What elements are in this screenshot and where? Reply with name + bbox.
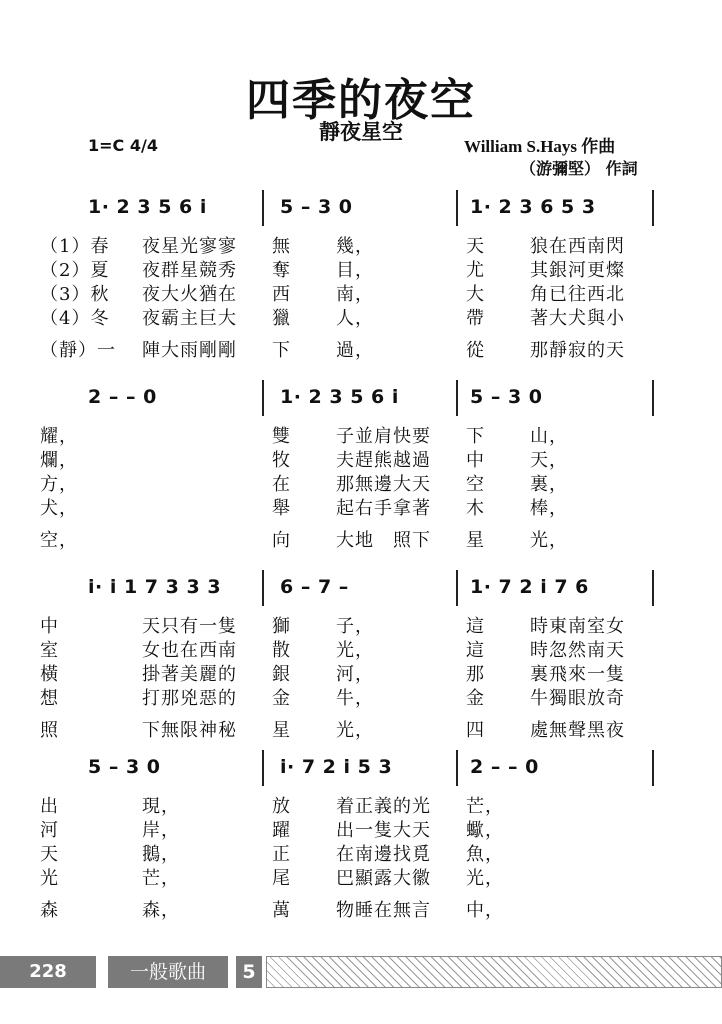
lyric-text: 尾 bbox=[272, 868, 291, 889]
lyric-text: 牛， bbox=[336, 688, 374, 709]
lyric-text: 蠍， bbox=[466, 820, 504, 841]
lyric-text: 耀， bbox=[40, 426, 78, 447]
lyric-text: 天 bbox=[40, 844, 59, 865]
lyric-text: 裏， bbox=[530, 474, 568, 495]
lyric-text: 芒， bbox=[142, 868, 180, 889]
lyric-text: 木 bbox=[466, 498, 485, 519]
lyric-text: 掛著美麗的 bbox=[142, 664, 237, 685]
lyric-text: 河， bbox=[336, 664, 374, 685]
lyric-text: 子， bbox=[336, 616, 374, 637]
lyric-text: 出一隻大天 bbox=[336, 820, 431, 841]
lyric-text: 狼在西南閃 bbox=[530, 236, 625, 257]
lyric-text: 現， bbox=[142, 796, 180, 817]
lyric-text: （1）春 bbox=[40, 236, 110, 257]
lyric-text: 芒， bbox=[466, 796, 504, 817]
barline bbox=[456, 750, 458, 786]
lyric-text: 子並肩快要 bbox=[336, 426, 431, 447]
lyric-text: 裏飛來一隻 bbox=[530, 664, 625, 685]
composer-credit: William S.Hays 作曲 bbox=[464, 137, 616, 156]
lyric-text: 夜大火猶在 bbox=[142, 284, 237, 305]
lyric-text: 光， bbox=[466, 868, 504, 889]
lyric-text: 那 bbox=[466, 664, 485, 685]
barline bbox=[652, 190, 654, 226]
lyric-text: 陣大雨剛剛 bbox=[142, 340, 237, 361]
lyric-text: 中 bbox=[466, 450, 485, 471]
lyric-text: 時忽然南天 bbox=[530, 640, 625, 661]
barline bbox=[456, 380, 458, 416]
lyric-text: 處無聲黑夜 bbox=[530, 720, 625, 741]
lyric-text: （4）冬 bbox=[40, 308, 110, 329]
lyric-text: （2）夏 bbox=[40, 260, 110, 281]
lyric-text: 正 bbox=[272, 844, 291, 865]
lyric-text: 照 bbox=[40, 720, 59, 741]
lyric-text: 鵝， bbox=[142, 844, 180, 865]
measure-notes: 2 – – 0 bbox=[88, 386, 157, 408]
lyric-text: 室 bbox=[40, 640, 59, 661]
barline bbox=[262, 570, 264, 606]
lyric-text: 南， bbox=[336, 284, 374, 305]
lyric-text: 西 bbox=[272, 284, 291, 305]
lyric-text: 大 bbox=[466, 284, 485, 305]
measure-notes: 1· 2 3 5 6 i bbox=[88, 196, 207, 218]
lyric-text: 向 bbox=[272, 530, 291, 551]
lyric-text: 在 bbox=[272, 474, 291, 495]
measure-notes: 6 – 7 – bbox=[280, 576, 349, 598]
lyric-text: 光， bbox=[336, 640, 374, 661]
lyric-text: 夜霸主巨大 bbox=[142, 308, 237, 329]
lyric-text: 光， bbox=[530, 530, 568, 551]
lyric-text: 下 bbox=[272, 340, 291, 361]
lyric-text: 星 bbox=[466, 530, 485, 551]
lyric-text: 金 bbox=[466, 688, 485, 709]
lyric-text: 獅 bbox=[272, 616, 291, 637]
lyric-text: 獵 bbox=[272, 308, 291, 329]
lyric-text: 河 bbox=[40, 820, 59, 841]
lyric-text: 光， bbox=[336, 720, 374, 741]
lyric-text: 目， bbox=[336, 260, 374, 281]
measure-notes: i· i 1 7 3 3 3 bbox=[88, 576, 222, 598]
lyric-text: 銀 bbox=[272, 664, 291, 685]
lyric-text: 放 bbox=[272, 796, 291, 817]
lyric-text: 這 bbox=[466, 616, 485, 637]
lyric-text: 躍 bbox=[272, 820, 291, 841]
barline bbox=[262, 380, 264, 416]
lyric-text: 出 bbox=[40, 796, 59, 817]
barline bbox=[456, 190, 458, 226]
lyric-text: 人， bbox=[336, 308, 374, 329]
lyric-text: 這 bbox=[466, 640, 485, 661]
lyric-text: 幾， bbox=[336, 236, 374, 257]
lyric-text: 大地 照下 bbox=[336, 530, 431, 551]
lyric-text: 森 bbox=[40, 900, 59, 921]
lyric-text: 那靜寂的天 bbox=[530, 340, 625, 361]
lyric-text: 從 bbox=[466, 340, 485, 361]
lyric-text: 帶 bbox=[466, 308, 485, 329]
lyric-text: 森， bbox=[142, 900, 180, 921]
barline bbox=[262, 190, 264, 226]
measure-notes: 2 – – 0 bbox=[470, 756, 539, 778]
lyric-text: 犬， bbox=[40, 498, 78, 519]
lyric-text: 天， bbox=[530, 450, 568, 471]
lyric-text: 天只有一隻 bbox=[142, 616, 237, 637]
lyric-text: 橫 bbox=[40, 664, 59, 685]
lyric-text: 金 bbox=[272, 688, 291, 709]
lyric-text: 打那兇惡的 bbox=[142, 688, 237, 709]
lyric-text: （3）秋 bbox=[40, 284, 110, 305]
lyric-text: 山， bbox=[530, 426, 568, 447]
lyric-text: 起右手拿著 bbox=[336, 498, 431, 519]
lyric-text: 夜群星競秀 bbox=[142, 260, 237, 281]
lyric-text: 女也在西南 bbox=[142, 640, 237, 661]
lyric-text: 爛， bbox=[40, 450, 78, 471]
lyric-text: 空， bbox=[40, 530, 78, 551]
measure-notes: 5 – 3 0 bbox=[470, 386, 543, 408]
lyric-text: 散 bbox=[272, 640, 291, 661]
song-title: 四季的夜空 bbox=[246, 75, 476, 126]
lyric-text: 魚， bbox=[466, 844, 504, 865]
lyric-text: 岸， bbox=[142, 820, 180, 841]
measure-notes: 1· 2 3 6 5 3 bbox=[470, 196, 596, 218]
lyric-text: 空 bbox=[466, 474, 485, 495]
lyricist-credit: （游彌堅） 作詞 bbox=[520, 159, 638, 178]
page-number: 228 bbox=[0, 956, 96, 988]
measure-notes: 5 – 3 0 bbox=[88, 756, 161, 778]
measure-notes: 1· 7 2 i 7 6 bbox=[470, 576, 589, 598]
barline bbox=[652, 750, 654, 786]
lyric-text: 牧 bbox=[272, 450, 291, 471]
measure-notes: 1· 2 3 5 6 i bbox=[280, 386, 399, 408]
lyric-text: 中， bbox=[466, 900, 504, 921]
lyric-text: 牛獨眼放奇 bbox=[530, 688, 625, 709]
lyric-text: 奪 bbox=[272, 260, 291, 281]
footer-decoration bbox=[266, 956, 722, 988]
lyric-text: 無 bbox=[272, 236, 291, 257]
lyric-text: 在南邊找覓 bbox=[336, 844, 431, 865]
lyric-text: 光 bbox=[40, 868, 59, 889]
measure-notes: 5 – 3 0 bbox=[280, 196, 353, 218]
lyric-text: 那無邊大天 bbox=[336, 474, 431, 495]
lyric-text: 其銀河更燦 bbox=[530, 260, 625, 281]
section-number: 5 bbox=[236, 956, 262, 988]
lyric-text: 巴顯露大徽 bbox=[336, 868, 431, 889]
lyric-text: 四 bbox=[466, 720, 485, 741]
lyric-text: 萬 bbox=[272, 900, 291, 921]
lyric-text: 方， bbox=[40, 474, 78, 495]
measure-notes: i· 7 2 i 5 3 bbox=[280, 756, 393, 778]
barline bbox=[652, 380, 654, 416]
lyric-text: 天 bbox=[466, 236, 485, 257]
lyric-text: 想 bbox=[40, 688, 59, 709]
lyric-text: 下無限神秘 bbox=[142, 720, 237, 741]
lyric-text: 著大犬與小 bbox=[530, 308, 625, 329]
key-signature: 1=C 4/4 bbox=[88, 136, 158, 155]
lyric-text: 時東南室女 bbox=[530, 616, 625, 637]
barline bbox=[652, 570, 654, 606]
lyric-text: 着正義的光 bbox=[336, 796, 431, 817]
song-subtitle: 靜夜星空 bbox=[319, 120, 403, 144]
lyric-text: 夜星光寥寥 bbox=[142, 236, 237, 257]
lyric-text: 下 bbox=[466, 426, 485, 447]
lyric-text: 中 bbox=[40, 616, 59, 637]
lyric-text: 尤 bbox=[466, 260, 485, 281]
barline bbox=[456, 570, 458, 606]
lyric-text: 舉 bbox=[272, 498, 291, 519]
lyric-text: 棒， bbox=[530, 498, 568, 519]
lyric-text: 物睡在無言 bbox=[336, 900, 431, 921]
lyric-text: 雙 bbox=[272, 426, 291, 447]
barline bbox=[262, 750, 264, 786]
lyric-text: 過， bbox=[336, 340, 374, 361]
lyric-text: 夫趕熊越過 bbox=[336, 450, 431, 471]
lyric-text: 星 bbox=[272, 720, 291, 741]
lyric-text: （靜）一 bbox=[40, 340, 116, 361]
lyric-text: 角已往西北 bbox=[530, 284, 625, 305]
category-label: 一般歌曲 bbox=[108, 956, 228, 988]
